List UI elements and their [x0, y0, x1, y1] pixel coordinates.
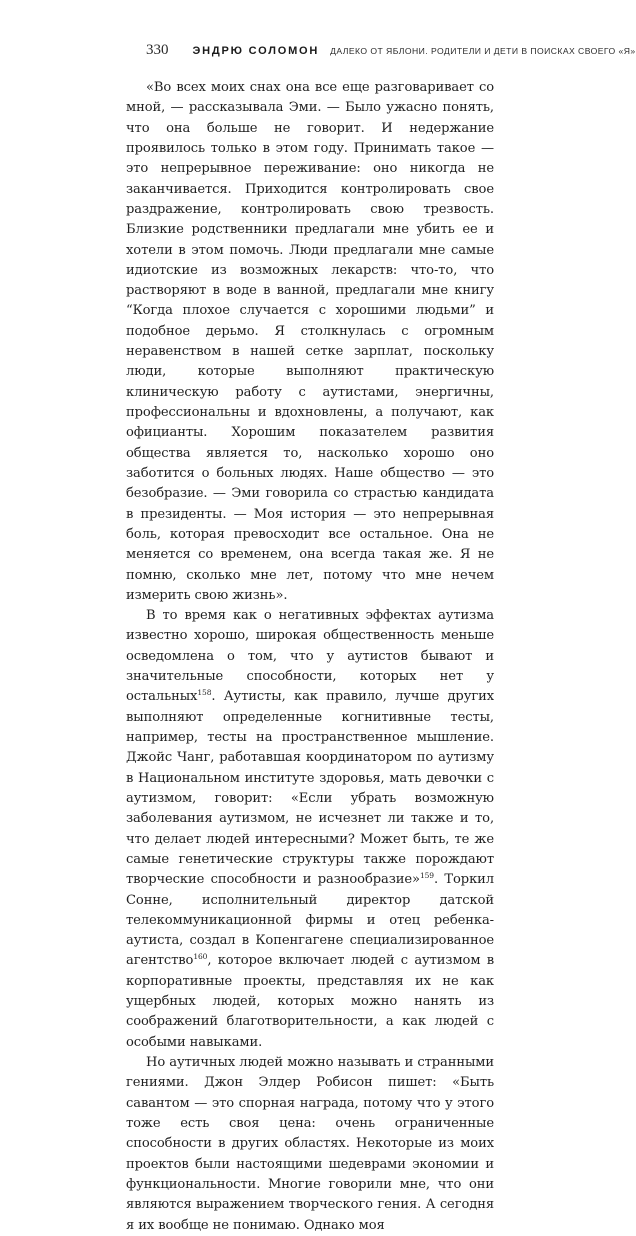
paragraph [126, 78, 494, 606]
header-book-title: ДАЛЕКО ОТ ЯБЛОНИ. РОДИТЕЛИ И ДЕТИ В ПОИСКАХ СВОЕГО «Я» [330, 46, 636, 56]
paragraph-text: . Аутисты, как правило, лучше других выполняют определенные когнитивные тесты, например, тесты на пространственное мышление. Джойс Чанг, работавшая координатором по аутизму в Национальном институте здоровья, мать девочки с аутизмом, говорит: «Если убрать возможную заболевания аутизмом, не исчезнет ли также и то, что делает людей интересными? Может быть, те же самые генетические структуры также порождают творческие способности и разнообразие» [126, 689, 494, 888]
footnote-ref: 160 [193, 952, 208, 962]
paragraph [126, 606, 494, 1053]
paragraph-text: В то время как о негативных эффектах аутизма известно хорошо, широкая общественность меньше осведомлена о том, что у аутистов бывают и значительные способности, которых нет у остальных [126, 608, 494, 705]
paragraph-text: , которое включает людей с аутизмом в корпоративные проекты, представляя их не как ущербных людей, которых можно нанять из соображений благотворительности, а как людей с особыми навыками. [126, 953, 494, 1050]
footnote-ref: 159 [419, 871, 434, 881]
header-author: ЭНДРЮ СОЛОМОН [192, 45, 320, 57]
paragraph-text: . Торкил Сонне, исполнительный директор датской телекоммуникационной фирмы и отец ребенка-аутиста, создал в Копенгагене специализированное агентство [126, 872, 494, 969]
running-header [146, 42, 636, 66]
page-number: 330 [146, 42, 169, 58]
paragraph-text: «Во всех моих снах она все еще разговаривает со мной, — рассказывала Эми. — Было ужасно понять, что она больше не говорит. И недержание проявилось только в этом году. Принимать такое — это непрерывное переживание: оно никогда не заканчивается. Приходится контролировать свое раздражение, контролировать свою трезвость. Близкие родственники предлагали мне убить ее и хотели в этом помочь. Люди предлагали мне самые идиотские из возможных лекарств: что-то, что растворяют в воде в ванной, предлагали мне книгу “Когда плохое случается с хорошими людьми” и подобное дерьмо. Я столкнулась с огромным неравенством в нашей сетке зарплат, поскольку люди, которые выполняют практическую клиническую работу с аутистами, энергичны, профессиональны и вдохновлены, а получают, как официанты. Хорошим показателем развития общества является то, насколько хорошо оно заботится о больных людях. Наше общество — это безобразие. — Эми говорила со страстью кандидата в президенты. — Моя история — это непрерывная боль, которая превосходит все остальное. Она не меняется со временем, она всегда такая же. Я не помню, сколько мне лет, потому что мне нечем измерить свою жизнь». [126, 80, 494, 603]
paragraph-text: Но аутичных людей можно называть и странными гениями. Джон Элдер Робисон пишет: «Быть савантом — это спорная награда, потому что у этого тоже есть своя цена: очень ограниченные способности в других областях. Некоторые из моих проектов были настоящими шедеврами экономии и функциональности. Многие говорили мне, что они являются выражением творческого гения. А сегодня я их вообще не понимаю. Однако моя [126, 1055, 494, 1233]
body-text [126, 78, 494, 1236]
footnote-ref: 158 [197, 688, 212, 698]
paragraph [126, 1053, 494, 1236]
